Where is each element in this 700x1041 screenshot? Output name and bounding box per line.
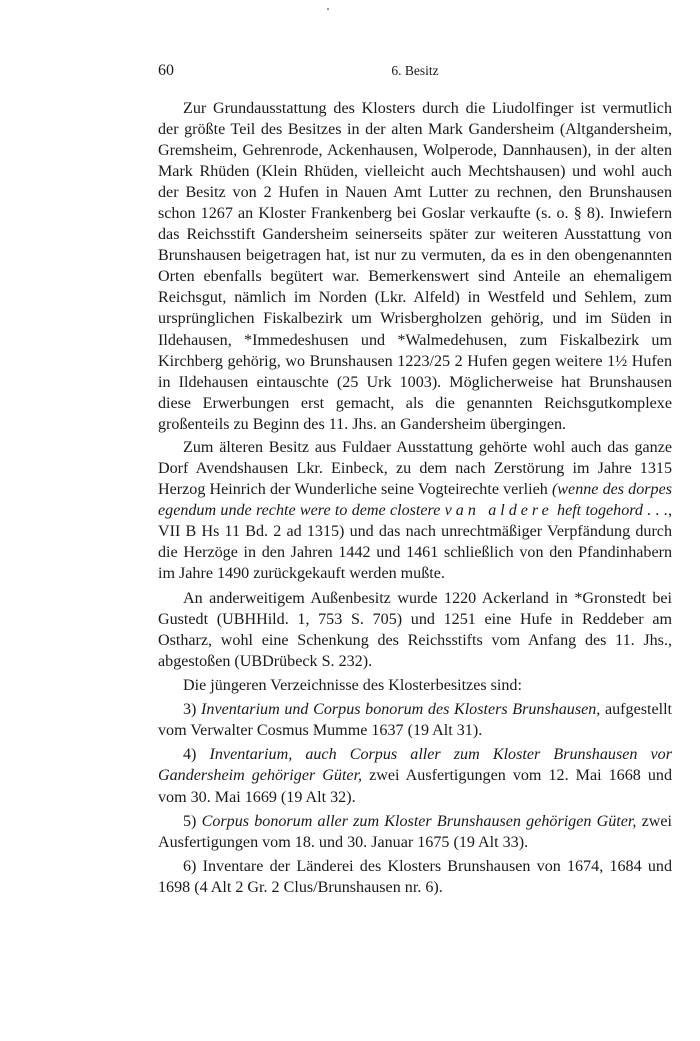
source-title: Corpus bonorum aller zum Kloster Brunshausen gehörigen Güter, <box>201 812 637 830</box>
source-item <box>158 811 672 853</box>
quote-italic-end: heft togehord . . . <box>552 501 668 519</box>
source-number: 3) <box>183 701 197 719</box>
source-details: Inventare der Länderei des Klosters Brunshausen von 1674, 1684 und 1698 (4 Alt 2 Gr. 2 Clus/Brunshausen nr. 6). <box>158 857 672 896</box>
scan-dot <box>327 8 329 10</box>
source-number: 6) <box>183 857 197 875</box>
source-number: 4) <box>183 746 197 764</box>
page-body <box>158 98 672 901</box>
paragraph-verzeichnisse-intro: Die jüngeren Verzeichnisse des Klosterbesitzes sind: <box>183 677 522 695</box>
source-details: aufgestellt vom Verwalter Cosmus Mumme 1637 (19 Alt 31). <box>158 701 673 740</box>
page-number: 60 <box>158 62 174 79</box>
paragraph-fuldaer-ausstattung <box>158 437 672 584</box>
source-title: Inventarium, auch Corpus aller zum Kloster Brunshausen vor Gandersheim gehöriger Güter, <box>158 746 672 785</box>
source-number: 5) <box>183 812 197 830</box>
source-item <box>158 856 672 898</box>
paragraph-aussenbesitz: An anderweitigem Außenbesitz wurde 1220 Ackerland in *Gronstedt bei Gustedt (UBHHild. 1, 753 S. 705) und 1251 eine Hufe in Reddeber am Ostharz, wohl eine Schenkung des Reichsstifts vom Anfang des 11. Jhs., abgestoßen (UBDrübeck S. 232). <box>158 590 672 671</box>
paragraph-text: Zum älteren Besitz aus Fuldaer Ausstattung gehörte wohl auch das ganze Dorf Avendshausen Lkr. Einbeck, zu dem nach Zerstörung im Jahre 1315 Herzog Heinrich der Wunderliche seine Vogteirechte verlieh <box>158 438 672 498</box>
source-item <box>158 744 672 807</box>
source-details: zwei Ausfertigungen vom 12. Mai 1668 und vom 30. Mai 1669 (19 Alt 32). <box>158 767 672 806</box>
source-title: Inventarium und Corpus bonorum des Klosters Brunshausen, <box>201 701 601 719</box>
source-details: zwei Ausfertigungen vom 18. und 30. Januar 1675 (19 Alt 33). <box>158 812 672 851</box>
running-title: 6. Besitz <box>391 63 439 78</box>
paragraph-grundausstattung: Zur Grundausstattung des Klosters durch die Liudolfinger ist vermutlich der größte Teil des Besitzes in der alten Mark Gandersheim (Altgandersheim, Gremsheim, Gehrenrode, Ackenhausen, Wolperode, Dannhausen), in der alten Mark Rhüden (Klein Rhüden, vielleicht auch Mechtshausen) und wohl auch der Besitz von 2 Hufen in Nauen Amt Lutter zu rechnen, den Brunshausen schon 1267 an Kloster Frankenberg bei Goslar verkaufte (s. o. § 8). Inwiefern das Reichsstift Gandersheim seinerseits später zur weiteren Ausstattung von Brunshausen beigetragen hat, ist nur zu vermuten, da es in den obengenannten Orten ebenfalls begütert war. Bemerkenswert sind Anteile an ehemaligem Reichsgut, nämlich im Norden (Lkr. Alfeld) in Westfeld und Sehlem, zum ursprünglichen Fiskalbezirk um Wrisbergholzen gehörig, und im Süden in Ildehausen, *Immedeshusen und *Walmedehusen, zum Fiskalbezirk um Kirchberg gehörig, wo Brunshausen 1223/25 2 Hufen gegen weitere 1½ Hufen in Ildehausen eintauschte (25 Urk 1003). Möglicherweise hat Brunshausen diese Erwerbungen erst gemacht, als die genannten Reichsgutkomplexe großenteils zu Beginn des 11. Jhs. an Gandersheim übergingen. <box>158 100 672 433</box>
paragraph-text: , VII B Hs 11 Bd. 2 ad 1315) und das nach unrechtmäßiger Verpfändung durch die Herzöge in den Jahren 1442 und 1461 schließlich von den Pfandinhabern im Jahre 1490 zurückgekauft werden mußte. <box>158 501 672 583</box>
quote-spaced: van aldere <box>444 501 553 519</box>
quote-italic: (wenne des dorpes egendum unde rechte were to deme clostere <box>158 480 672 519</box>
page-header <box>158 62 672 86</box>
source-item <box>158 699 672 741</box>
